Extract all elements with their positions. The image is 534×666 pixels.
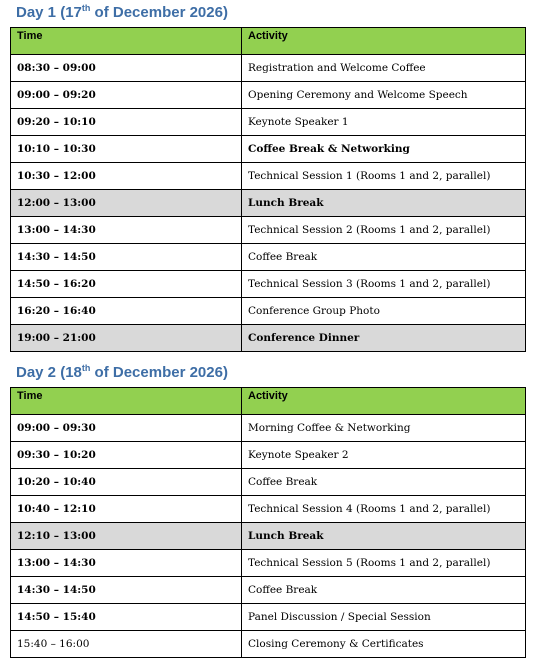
table-row bbox=[11, 577, 526, 604]
time-column-header: Time bbox=[11, 388, 242, 415]
time-cell: 10:40 – 12:10 bbox=[11, 496, 242, 523]
time-cell: 09:20 – 10:10 bbox=[11, 109, 242, 136]
activity-cell: Opening Ceremony and Welcome Speech bbox=[242, 82, 526, 109]
activity-cell: Coffee Break bbox=[242, 469, 526, 496]
time-cell: 14:50 – 15:40 bbox=[11, 604, 242, 631]
time-cell: 10:20 – 10:40 bbox=[11, 469, 242, 496]
activity-cell: Lunch Break bbox=[242, 523, 526, 550]
time-cell: 09:00 – 09:20 bbox=[11, 82, 242, 109]
table-header-row bbox=[11, 388, 526, 415]
time-cell: 14:50 – 16:20 bbox=[11, 271, 242, 298]
table-row bbox=[11, 442, 526, 469]
table-header-row bbox=[11, 28, 526, 55]
activity-column-header: Activity bbox=[242, 388, 526, 415]
time-cell: 13:00 – 14:30 bbox=[11, 550, 242, 577]
time-cell: 13:00 – 14:30 bbox=[11, 217, 242, 244]
table-row-highlighted bbox=[11, 523, 526, 550]
table-row bbox=[11, 631, 526, 658]
time-cell: 10:10 – 10:30 bbox=[11, 136, 242, 163]
activity-cell: Panel Discussion / Special Session bbox=[242, 604, 526, 631]
activity-cell: Technical Session 4 (Rooms 1 and 2, parallel) bbox=[242, 496, 526, 523]
activity-cell: Coffee Break bbox=[242, 244, 526, 271]
activity-cell: Technical Session 2 (Rooms 1 and 2, parallel) bbox=[242, 217, 526, 244]
table-row bbox=[11, 163, 526, 190]
activity-cell: Conference Dinner bbox=[242, 325, 526, 352]
day-1-schedule-table bbox=[10, 27, 526, 352]
table-row bbox=[11, 244, 526, 271]
time-cell: 19:00 – 21:00 bbox=[11, 325, 242, 352]
table-row bbox=[11, 298, 526, 325]
table-row bbox=[11, 604, 526, 631]
time-cell: 12:00 – 13:00 bbox=[11, 190, 242, 217]
time-cell: 10:30 – 12:00 bbox=[11, 163, 242, 190]
table-row-highlighted bbox=[11, 190, 526, 217]
activity-cell: Conference Group Photo bbox=[242, 298, 526, 325]
time-column-header: Time bbox=[11, 28, 242, 55]
activity-cell: Registration and Welcome Coffee bbox=[242, 55, 526, 82]
table-row bbox=[11, 136, 526, 163]
time-cell: 16:20 – 16:40 bbox=[11, 298, 242, 325]
table-row bbox=[11, 55, 526, 82]
time-cell: 14:30 – 14:50 bbox=[11, 577, 242, 604]
table-row bbox=[11, 217, 526, 244]
time-cell: 12:10 – 13:00 bbox=[11, 523, 242, 550]
time-cell: 15:40 – 16:00 bbox=[11, 631, 242, 658]
table-row bbox=[11, 496, 526, 523]
table-row bbox=[11, 109, 526, 136]
table-row bbox=[11, 415, 526, 442]
activity-cell: Technical Session 3 (Rooms 1 and 2, parallel) bbox=[242, 271, 526, 298]
activity-cell: Coffee Break & Networking bbox=[242, 136, 526, 163]
table-row bbox=[11, 469, 526, 496]
table-row bbox=[11, 271, 526, 298]
activity-cell: Coffee Break bbox=[242, 577, 526, 604]
time-cell: 09:30 – 10:20 bbox=[11, 442, 242, 469]
day-1-title: Day 1 (17th of December 2026) bbox=[16, 3, 228, 21]
time-cell: 09:00 – 09:30 bbox=[11, 415, 242, 442]
activity-cell: Technical Session 5 (Rooms 1 and 2, parallel) bbox=[242, 550, 526, 577]
activity-cell: Morning Coffee & Networking bbox=[242, 415, 526, 442]
day-2-title: Day 2 (18th of December 2026) bbox=[16, 363, 228, 381]
time-cell: 08:30 – 09:00 bbox=[11, 55, 242, 82]
day-2-schedule-table bbox=[10, 387, 526, 658]
activity-cell: Closing Ceremony & Certificates bbox=[242, 631, 526, 658]
activity-cell: Lunch Break bbox=[242, 190, 526, 217]
activity-cell: Technical Session 1 (Rooms 1 and 2, parallel) bbox=[242, 163, 526, 190]
activity-cell: Keynote Speaker 2 bbox=[242, 442, 526, 469]
table-row bbox=[11, 550, 526, 577]
activity-column-header: Activity bbox=[242, 28, 526, 55]
activity-cell: Keynote Speaker 1 bbox=[242, 109, 526, 136]
time-cell: 14:30 – 14:50 bbox=[11, 244, 242, 271]
table-row bbox=[11, 82, 526, 109]
table-row-highlighted bbox=[11, 325, 526, 352]
